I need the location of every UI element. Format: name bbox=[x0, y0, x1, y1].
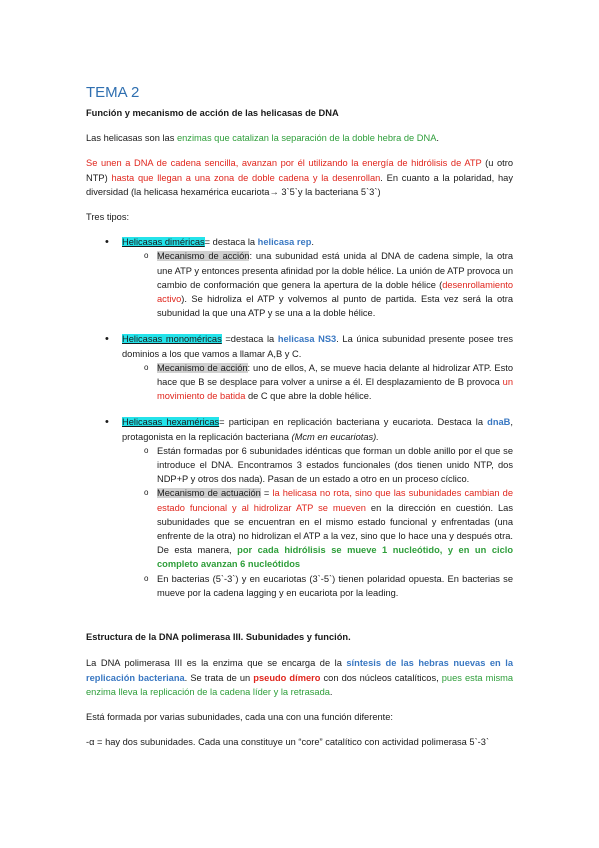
binding-red-1: Se unen a DNA de cadena sencilla, avanzan por él utilizando la energía de hidrólisis de ATP bbox=[86, 158, 482, 169]
poly-blue: síntesis de las hebras nuevas en la replicación bacteriana bbox=[86, 658, 514, 683]
poly-green: pues esta misma enzima lleva la replicación de la cadena líder y la retrasada bbox=[86, 672, 514, 697]
mechanism-label: Mecanismo de acción bbox=[157, 362, 248, 373]
mechanism-text: : uno de ellos, A, se mueve hacia delante al hidrolizar ATP. Esto hace que B se desplace para volver a unirse a él. El desplazamiento de B provoca bbox=[157, 362, 513, 388]
intro-text: Las helicasas son las bbox=[86, 133, 177, 144]
sublist-item bbox=[157, 361, 513, 404]
sublist bbox=[122, 444, 513, 600]
sublist-item bbox=[157, 486, 513, 571]
helicase-types-list bbox=[86, 235, 513, 600]
type-name: Helicasas monoméricas bbox=[122, 334, 222, 345]
type-name: Helicasas hexaméricas bbox=[122, 417, 220, 428]
type-example: helicasa NS3 bbox=[277, 334, 337, 345]
subunits-paragraph: Está formada por varias subunidades, cada una con una función diferente: bbox=[86, 711, 393, 722]
type-text: = destaca la bbox=[204, 237, 258, 248]
type-text-end: , protagonista en la replicación bacteriana bbox=[122, 417, 513, 442]
mechanism-red: desenrollamiento activo bbox=[157, 279, 513, 305]
sublist bbox=[122, 361, 513, 404]
type-note: (Mcm en eucariotas). bbox=[291, 431, 379, 442]
mechanism-red: un movimiento de batida bbox=[157, 377, 513, 402]
poly-text-2: . Se trata de un bbox=[184, 672, 254, 683]
mechanism-text-end: de C que abre la doble hélice. bbox=[245, 391, 372, 402]
sublist bbox=[122, 249, 513, 320]
type-example: helicasa rep bbox=[257, 237, 312, 248]
mechanism-label: Mecanismo de actuación bbox=[157, 488, 261, 499]
intro-end: . bbox=[436, 133, 440, 144]
binding-text-1: (u otro NTP) bbox=[86, 158, 514, 183]
type-text-end: . La única subunidad presente posee tres dominios a los que vamos a llamar A,B y C. bbox=[122, 334, 514, 359]
mechanism-text-end: ). Se hidroliza el ATP y volvemos al punto de partida. Esta vez será la otra subunidad la que una ATP y se una a la doble hélice. bbox=[157, 294, 513, 319]
list-item-hexameric bbox=[122, 415, 513, 600]
intro-paragraph bbox=[86, 131, 513, 145]
type-text-end: . bbox=[311, 237, 314, 248]
polymerase-paragraph bbox=[86, 656, 513, 699]
type-text: =destaca la bbox=[221, 334, 278, 345]
mechanism-text: : una subunidad está unida al DNA de cadena simple, la otra une ATP y entonces presenta afinidad por la doble hélice. La unión de ATP provoca un cambio de conformación que genera la apertura de la doble hélice ( bbox=[157, 251, 513, 290]
poly-text-3: con dos núcleos catalíticos, bbox=[320, 672, 442, 683]
list-item-monomeric bbox=[122, 332, 513, 403]
mechanism-text: = bbox=[260, 488, 273, 499]
poly-red: pseudo dímero bbox=[253, 672, 321, 683]
binding-red-2: hasta que llegan a una zona de doble cadena y la desenrollan bbox=[111, 172, 381, 183]
intro-highlight: enzimas que catalizan la separación de la doble hebra de DNA bbox=[176, 133, 437, 144]
binding-paragraph bbox=[86, 156, 513, 199]
sublist-item: o Están formadas por 6 subunidades idénticas que forman un doble anillo por el que se introduce el DNA. Encontramos 3 estados funcionales (dos tienen unido NTP, dos NDP+P y otros dos nada). Pasan de un estado a otro en un proceso cíclico. bbox=[157, 444, 513, 487]
page-title: TEMA 2 bbox=[86, 84, 140, 101]
mechanism-text-2: en la dirección en cuestión. Las subunidades que se encuentran en el mismo estado funcional y enfrentadas (una enfrente de la otra) no hidrolizan el ATP a la vez, sino que lo hace una y después otra. De esta manera, bbox=[157, 502, 513, 556]
binding-text-2: . En cuanto a la polaridad, hay diversidad (la helicasa hexamérica eucariota→ 3`5`y la bacteriana 5`3`) bbox=[86, 172, 513, 197]
list-item-dimeric bbox=[122, 235, 513, 320]
mechanism-green: por cada hidrólisis se mueve 1 nucleótido, y en un ciclo completo avanzan 6 nucleótidos bbox=[157, 545, 513, 570]
poly-text-4: . bbox=[329, 686, 333, 697]
type-example: dnaB bbox=[487, 417, 511, 428]
section-title: Estructura de la DNA polimerasa III. Subunidades y función. bbox=[86, 632, 351, 643]
type-text: = participan en replicación bacteriana y eucariota. Destaca la bbox=[219, 417, 488, 428]
type-name: Helicasas diméricas bbox=[122, 237, 205, 248]
poly-text-1: La DNA polimerasa III es la enzima que se encarga de la bbox=[86, 658, 347, 669]
sublist-item bbox=[157, 249, 513, 320]
sublist-item: o En bacterias (5`-3`) y en eucariotas (3`-5`) tienen polaridad opuesta. En bacterias se mueve por la cadena lagging y en eucariota por la leading. bbox=[157, 572, 513, 600]
section-subtitle: Función y mecanismo de acción de las helicasas de DNA bbox=[86, 108, 339, 118]
alpha-paragraph: -α = hay dos subunidades. Cada una constituye un “core” catalítico con actividad polimerasa 5`-3` bbox=[86, 737, 490, 748]
mechanism-red: la helicasa no rota, sino que las subunidades cambian de estado funcional y al hidrolizar ATP se mueven bbox=[157, 488, 513, 513]
types-heading: Tres tipos: bbox=[86, 212, 130, 223]
mechanism-label: Mecanismo de acción bbox=[157, 251, 250, 262]
